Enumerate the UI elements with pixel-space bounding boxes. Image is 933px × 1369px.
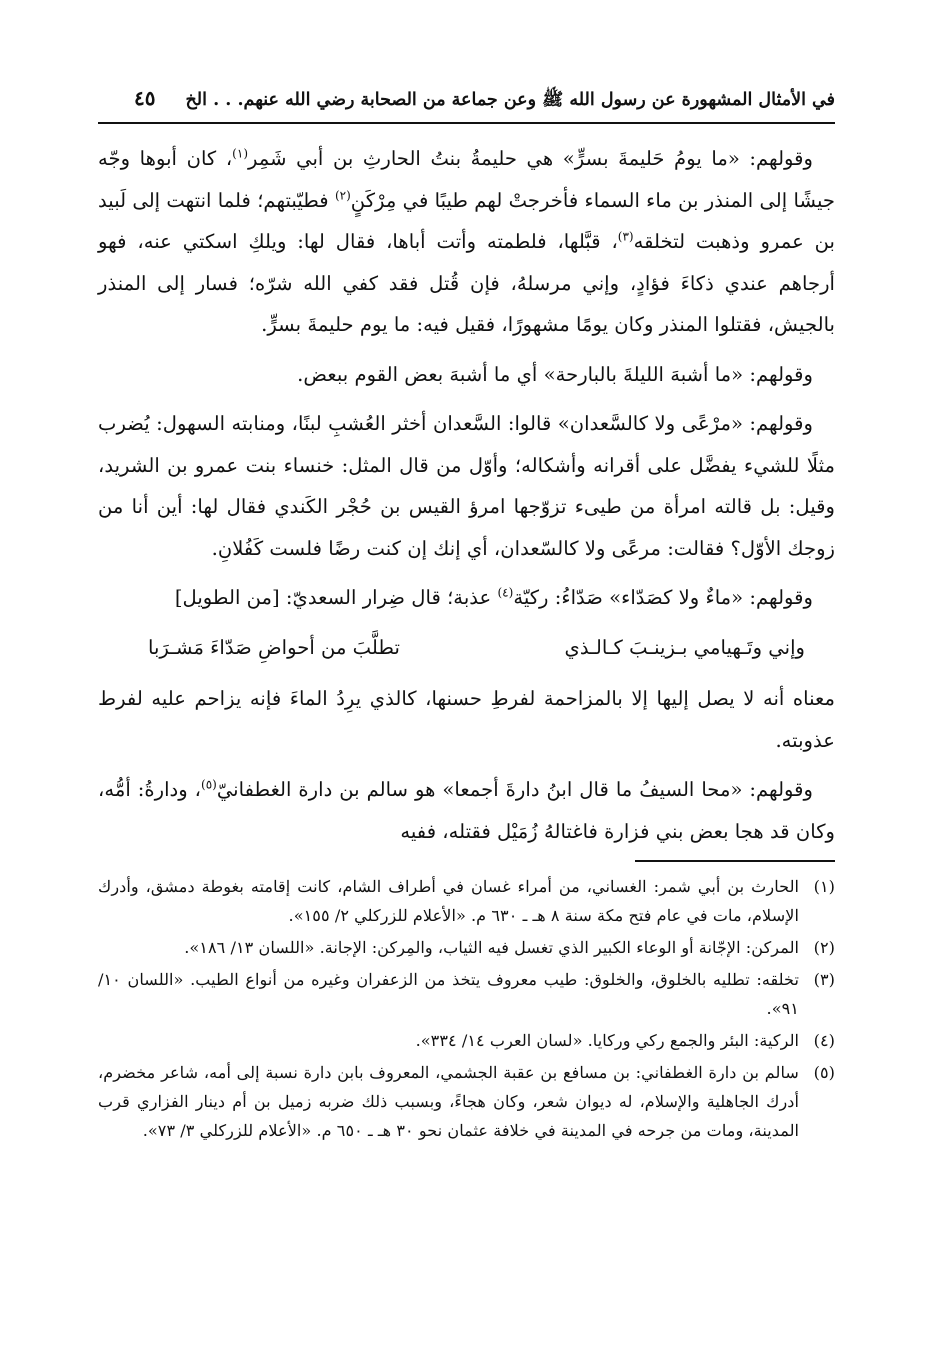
footnote-text: الركية: البئر والجمع ركي وركايا. «لسان العرب ١٤/ ٣٣٤». — [415, 1031, 799, 1050]
poem-verse — [98, 627, 835, 669]
footnote-reference: (٢) — [334, 187, 351, 202]
paragraphs-before-verse — [98, 138, 835, 619]
footnote — [98, 1026, 835, 1055]
footnote-number: (٤) — [813, 1031, 835, 1050]
header-title: في الأمثال المشهورة عن رسول الله ﷺ وعن جماعة من الصحابة رضي الله عنهم. . . الخ — [185, 90, 835, 110]
paragraph: معناه أنه لا يصل إليها إلا بالمزاحمة لفرطِ حسنها، كالذي يرِدُ الماءَ فإنه يزاحم عليه لفرط عذوبته. — [98, 687, 835, 752]
footnote-text: الحارث بن أبي شمر: الغساني، من أمراء غسان في أطراف الشام، كانت إقامته بغوطة دمشق، وأدرك الإسلام، مات في عام فتح مكة سنة ٨ هـ ـ ٦٣٠ م. «الأعلام للزركلي ٢/ ١٥٥». — [98, 877, 799, 925]
footnote-number: (٥) — [813, 1063, 835, 1082]
footnote-number: (٢) — [813, 938, 835, 957]
page-number: ٤٥ — [134, 86, 156, 110]
footnote-reference: (٥) — [201, 777, 217, 792]
footnote-text: سالم بن دارة الغطفاني: بن مسافع بن عقبة الجشمي، المعروف بابن دارة نسبة إلى أمه، شاعر مخضرم، أدرك الجاهلية والإسلام، له ديوان شعر، وكان هجاءً، وبسبب ذلك ضربه زميل بن أم دينار الفزاري قرب المدينة، ومات من جرحه في المدينة في خلافة عثمان نحو ٣٠ هـ ـ ٦٥٠ م. «الأعلام للزركلي ٣/ ٧٣». — [98, 1063, 799, 1140]
verse-second-hemistich: تطلَّبَ من أحواضِ صَدّاءَ مَشـرَبا — [148, 635, 400, 659]
verse-first-hemistich: وإني وتَـهيامي بـزينـبَ كـالـذي — [564, 635, 805, 659]
footnote-reference: (٤) — [497, 585, 514, 600]
footnotes — [98, 872, 835, 1145]
footnote — [98, 872, 835, 930]
paragraph: وقولهم: «مرْعًى ولا كالسَّعدان» قالوا: السَّعدان أخثر العُشبِ لبنًا، ومنابته السهول: يُضرب مثلًا للشيء يفضَّل على أقرانه وأشكاله؛ وأوّل من قال المثل: خنساء بنت عمرو بن الشريد، وقيل: بل قالته امرأة من طيىء تزوّجها امرؤ القيس بن حُجْر الكَندي فقال لها: أين أنا من زوجك الأوّل؟ فقالت: مرعًى ولا كالسّعدان، أي إنك إن كنت رضًا فلست كَفُلانِ. — [98, 412, 835, 560]
footnote-separator — [635, 860, 835, 862]
footnote — [98, 965, 835, 1023]
main-text — [98, 138, 835, 852]
paragraph: وقولهم: «ماءٌ ولا كصَدّاء» صَدّاءُ: ركيّة$^{(٤)}$ عذبة؛ قال ضِرار السعديّ: [من الطويل] — [174, 585, 813, 609]
footnote-reference: (١) — [232, 146, 248, 161]
footnote-number: (١) — [813, 877, 835, 896]
footnote-text: تخلقه: تطليه بالخلوق، والخلوق: طيب معروف يتخذ من الزعفران وغيره من أنواع الطيب. «اللسان ١٠/ ٩١». — [98, 970, 799, 1018]
running-header — [98, 86, 835, 124]
paragraphs-after-verse — [98, 678, 835, 852]
footnote-text: المركن: الإجّانة أو الوعاء الكبير الذي تغسل فيه الثياب، والمِركن: الإجانة. «اللسان ١٣/ ١٨٦». — [184, 938, 799, 957]
paragraph: وقولهم: «ما أشبهَ الليلةَ بالبارحة» أي ما أشبهَ بعض القوم ببعض. — [297, 362, 813, 386]
paragraph: وقولهم: «ما يومُ حَليمةَ بسرٍّ» هي حليمةُ بنتُ الحارثِ بن أبي شَمِر$^{(١)}$، كان أبوها وجّه جيشًا إلى المنذر بن ماء السماء فأخرجتْ لهم طيبًا في مِرْكَنٍ$^{(٢)}$ فطيّبتهم؛ فلما انتهت إلى لَبيد بن عمرو وذهبت لتخلقه$^{(٣)}$، قبَّلها، فلطمته وأتت أباها، فقال لها: ويلكِ اسكتي عنه، فهو أرجاهم عندي ذكاءَ فؤادٍ، وإني مرسلهُ، فإن قُتل فقد كفي الله شرّه؛ فسار إلى المنذر بالجيش، فقتلوا المنذر وكان يومًا مشهورًا، فقيل فيه: ما يوم حليمةَ بسرٍّ. — [98, 146, 836, 336]
footnote-number: (٣) — [813, 970, 835, 989]
footnote — [98, 933, 835, 962]
footnote-reference: (٣) — [617, 229, 634, 244]
paragraph: وقولهم: «محا السيفُ ما قال ابنُ دارةَ أجمعا» هو سالم بن دارة الغطفانيّ$^{(٥)}$، ودارةُ: أمُّه، وكان قد هجا بعض بني فزارة فاغتالهُ زُمَيْل فقتله، ففيه — [98, 777, 835, 843]
footnote — [98, 1058, 835, 1145]
